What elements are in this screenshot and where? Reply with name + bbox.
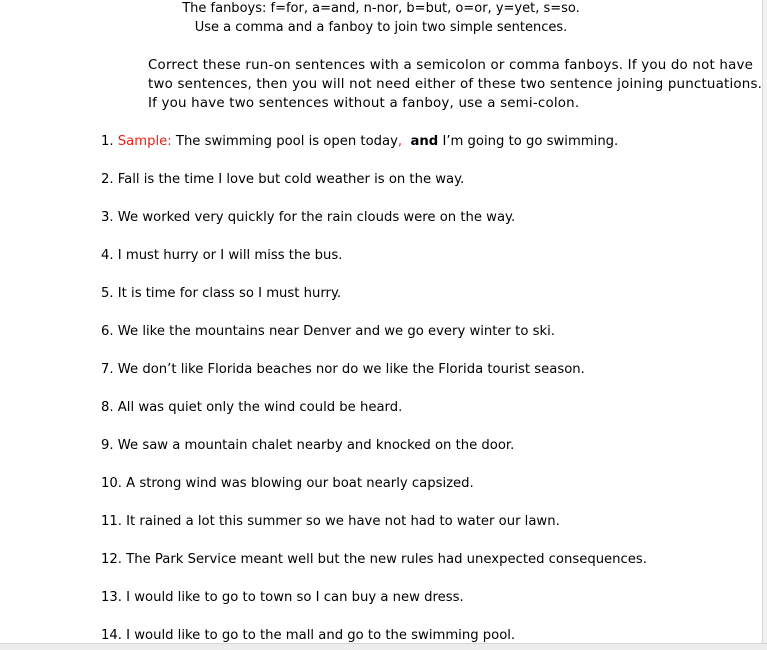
page-edge-right (762, 0, 767, 649)
sentence-item: 11. It rained a lot this summer so we have not had to water our lawn. (101, 514, 560, 529)
sentence-item: 14. I would like to go to the mall and go to the swimming pool. (101, 628, 516, 643)
sample-comma: , (397, 134, 403, 149)
sample-clause-2: I’m going to go swimming. (442, 134, 619, 149)
sentence-item: 3. We worked very quickly for the rain clouds were on the way. (101, 210, 516, 225)
instructions-line-3: If you have two sentences without a fanboy, use a semi-colon. (148, 96, 580, 111)
sample-clause-1: The swimming pool is open today (175, 134, 398, 149)
sentence-item: 10. A strong wind was blowing our boat nearly capsized. (101, 476, 474, 491)
sentence-item: 7. We don’t like Florida beaches nor do we like the Florida tourist season. (101, 362, 585, 377)
sentence-item: 12. The Park Service meant well but the new rules had unexpected consequences. (101, 552, 647, 567)
sample-sentence (101, 134, 618, 149)
sentence-item: 5. It is time for class so I must hurry. (101, 286, 342, 301)
instructions-line-2: two sentences, then you will not need either of these two sentence joining punctuations. (148, 77, 763, 92)
sample-fanboy: and (410, 134, 439, 149)
sentence-item: 6. We like the mountains near Denver and we go every winter to ski. (101, 324, 555, 339)
sentence-item: 8. All was quiet only the wind could be heard. (101, 400, 403, 415)
sample-number: 1. (101, 134, 114, 149)
sentence-item: 13. I would like to go to town so I can buy a new dress. (101, 590, 464, 605)
sentence-item: 4. I must hurry or I will miss the bus. (101, 248, 343, 263)
sample-label: Sample: (117, 134, 172, 149)
fanboys-definition: The fanboys: f=for, a=and, n-nor, b=but, o=or, y=yet, s=so. (182, 1, 580, 16)
sentence-item: 9. We saw a mountain chalet nearby and knocked on the door. (101, 438, 515, 453)
instructions-line-1: Correct these run-on sentences with a semicolon or comma fanboys. If you do not have (148, 58, 754, 73)
sentence-item: 2. Fall is the time I love but cold weather is on the way. (101, 172, 465, 187)
fanboys-rule: Use a comma and a fanboy to join two simple sentences. (194, 20, 568, 35)
